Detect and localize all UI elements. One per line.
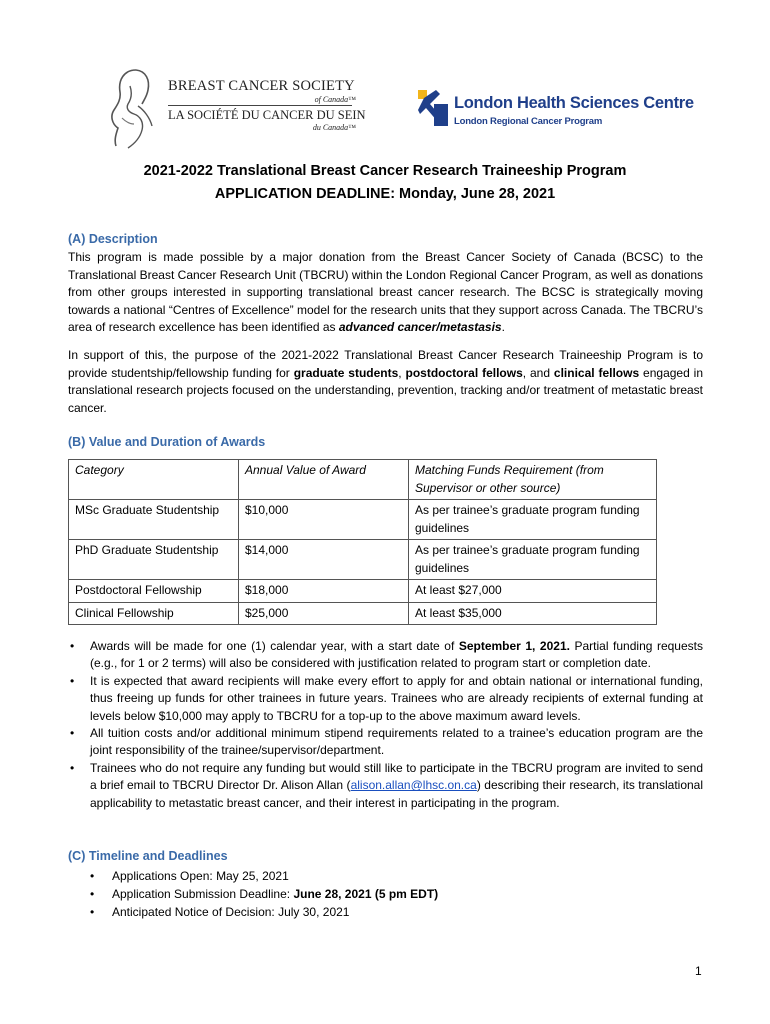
awards-table	[68, 459, 657, 625]
table-row	[69, 540, 657, 580]
p2-bold-clinical: clinical fellows	[553, 365, 640, 380]
p1-emphasis: advanced cancer/metastasis	[338, 320, 502, 335]
list-item	[68, 638, 703, 673]
table-header-value: Annual Value of Award	[239, 460, 409, 500]
table-cell: Clinical Fellowship	[69, 602, 239, 625]
document-title: 2021-2022 Translational Breast Cancer Research Traineeship Program	[143, 163, 627, 179]
p1-end: .	[501, 320, 505, 335]
deadline-value: June 28, 2021 (5 pm EDT)	[293, 887, 439, 901]
list-item: • All tuition costs and/or additional minimum stipend requirements related to a trainee’s education program are the joint responsibility of the trainee/supervisor/department.	[68, 725, 703, 760]
section-c-heading: (C) Timeline and Deadlines	[68, 849, 228, 863]
awards-bullet-list	[68, 638, 703, 812]
section-b-heading: (B) Value and Duration of Awards	[68, 435, 266, 449]
table-cell: $25,000	[239, 602, 409, 625]
application-deadline-title: APPLICATION DEADLINE: Monday, June 28, 2021	[214, 186, 556, 202]
table-cell: Postdoctoral Fellowship	[69, 580, 239, 603]
bcsc-suffix-fr: du Canada™	[312, 123, 356, 132]
lhsc-emblem-icon	[416, 88, 450, 128]
table-cell: $18,000	[239, 580, 409, 603]
bullet-4-end: ) describing their research, its translational applicability to metastatic breast cancer, and their interest in participating in the program.	[90, 778, 704, 810]
page-number: 1	[695, 964, 702, 978]
table-row	[69, 500, 657, 540]
bullet-1-bold: September 1, 2021.	[458, 639, 570, 653]
p2-sep-1: ,	[398, 365, 406, 380]
table-row	[69, 602, 657, 625]
bcsc-divider	[168, 105, 352, 106]
list-item	[90, 885, 690, 903]
list-item: • Applications Open: May 25, 2021	[90, 867, 690, 885]
table-header-category: Category	[69, 460, 239, 500]
email-link[interactable]: alison.allan@lhsc.on.ca	[350, 778, 477, 793]
p2-bold-graduate: graduate students	[293, 365, 399, 380]
bcsc-logo	[108, 66, 368, 150]
table-cell: $14,000	[239, 540, 409, 580]
table-cell: At least $27,000	[409, 580, 657, 603]
p1-text: This program is made possible by a major donation from the Breast Cancer Society of Canada (BCSC) to the Translational Breast Cancer Research Unit (TBCRU) within the London Regional Cancer Program, as well as donations from other groups interested in supporting translational breast cancer research. The BCSC is strategically moving towards a national “Centres of Excellence” model for the research units that they support across Canada. The TBCRU’s area of research excellence has been identified as	[68, 250, 703, 335]
table-header-row	[69, 460, 657, 500]
table-cell: At least $35,000	[409, 602, 657, 625]
table-header-matching: Matching Funds Requirement (from Supervisor or other source)	[409, 460, 657, 500]
p2-text: In support of this, the purpose of the 2021-2022 Translational Breast Cancer Research Traineeship Program is to provide studentship/fellowship funding for	[68, 348, 703, 380]
deadline-label: Application Submission Deadline:	[112, 887, 294, 901]
list-item: • It is expected that award recipients will make every effort to apply for and obtain national or international funding, thus freeing up funds for other trainees in future years. Trainees who are already recipients of external funding at levels below $10,000 may apply to TBCRU for a top-up to the above maximum award levels.	[68, 673, 703, 725]
table-cell: MSc Graduate Studentship	[69, 500, 239, 540]
list-item: • Anticipated Notice of Decision: July 30, 2021	[90, 903, 690, 921]
p2-sep-2: , and	[522, 365, 554, 380]
bullet-1-end: Partial funding requests (e.g., for 1 or 2 terms) will also be considered with justification related to program start or completion date.	[90, 639, 703, 671]
bullet-4-text: Trainees who do not require any funding but would still like to participate in the TBCRU program are invited to send a brief email to TBCRU Director Dr. Alison Allan (	[90, 760, 703, 793]
table-row	[69, 580, 657, 603]
p2-end: engaged in translational research projects focused on the understanding, prevention, tracking and/or treatment of metastatic breast cancer.	[68, 365, 703, 415]
lhsc-logo	[416, 88, 694, 134]
bcsc-name-fr: LA SOCIÉTÉ DU CANCER DU SEIN	[168, 108, 366, 122]
table-cell: As per trainee’s graduate program funding guidelines	[409, 540, 657, 580]
table-cell: As per trainee’s graduate program funding guidelines	[409, 500, 657, 540]
bcsc-wordmark	[168, 78, 366, 132]
bcsc-silhouette-icon	[108, 66, 160, 150]
description-paragraph-2	[68, 347, 703, 417]
timeline-list	[90, 867, 690, 921]
table-cell: $10,000	[239, 500, 409, 540]
table-cell: PhD Graduate Studentship	[69, 540, 239, 580]
p2-bold-postdoc: postdoctoral fellows	[405, 365, 523, 380]
list-item	[68, 760, 703, 812]
lhsc-subtitle: London Regional Cancer Program	[454, 116, 603, 127]
bullet-1-text: Awards will be made for one (1) calendar year, with a start date of	[90, 639, 459, 653]
bcsc-name-en: BREAST CANCER SOCIETY	[168, 78, 355, 94]
bcsc-suffix-en: of Canada™	[314, 95, 356, 104]
section-a-heading: (A) Description	[68, 232, 158, 246]
description-paragraph-1	[68, 249, 703, 337]
lhsc-name: London Health Sciences Centre	[454, 94, 694, 112]
